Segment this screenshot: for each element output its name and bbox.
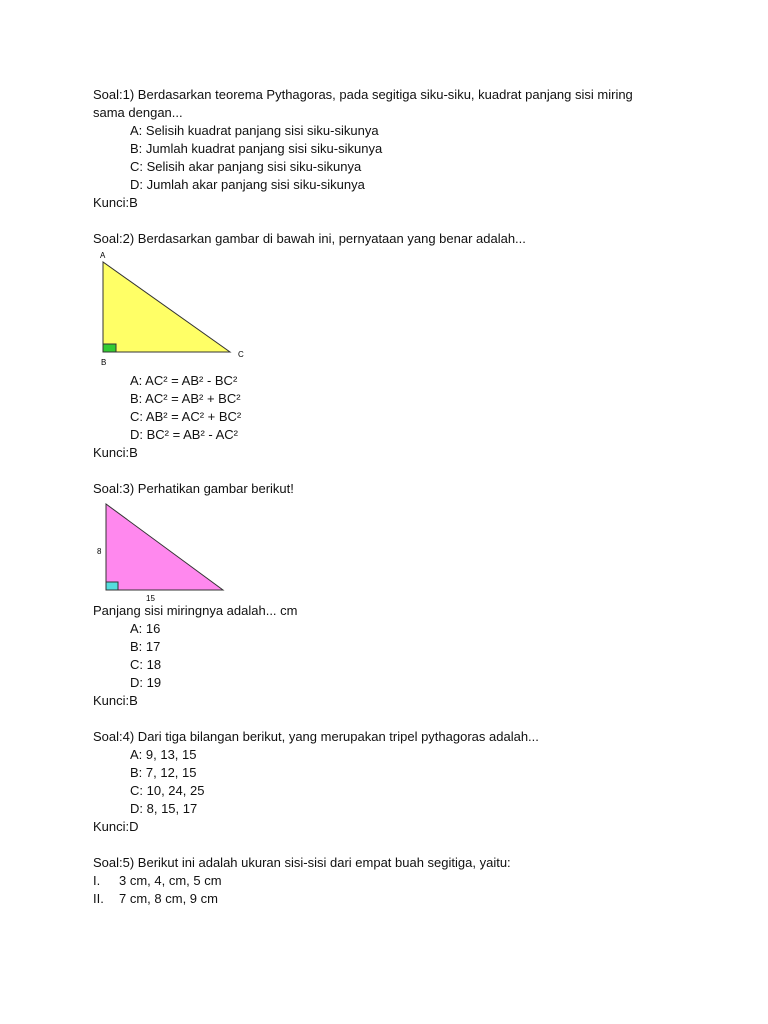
side-label-left: 8: [97, 547, 102, 556]
option-c: C: AB² = AC² + BC²: [130, 409, 242, 424]
triangle-shape: [103, 262, 230, 352]
side-label-bottom: 15: [146, 594, 155, 602]
option-d: D: BC² = AB² - AC²: [130, 427, 238, 442]
option-a: A: Selisih kuadrat panjang sisi siku-sikunya: [130, 123, 379, 138]
option-a: A: 9, 13, 15: [130, 747, 197, 762]
document-page: [93, 86, 713, 908]
option-d: D: 8, 15, 17: [130, 801, 198, 816]
option-b: B: Jumlah kuadrat panjang sisi siku-sikunya: [130, 141, 383, 156]
list-number: I.: [93, 873, 101, 888]
option-d: D: Jumlah akar panjang sisi siku-sikunya: [130, 177, 365, 192]
list-item: [93, 872, 713, 890]
question-stem: Soal:1) Berdasarkan teorema Pythagoras, pada segitiga siku-siku, kuadrat panjang sisi miring: [93, 87, 633, 102]
vertex-label-b: B: [101, 358, 107, 367]
list-text: 7 cm, 8 cm, 9 cm: [119, 891, 218, 906]
question-stem: Soal:4) Dari tiga bilangan berikut, yang merupakan tripel pythagoras adalah...: [93, 729, 539, 744]
vertex-label-c: C: [238, 350, 244, 359]
list-number: II.: [93, 891, 104, 906]
answer-key: Kunci:B: [93, 693, 138, 708]
option-a: A: AC² = AB² - BC²: [130, 373, 238, 388]
right-angle-marker: [103, 344, 116, 352]
question-stem: Soal:2) Berdasarkan gambar di bawah ini, pernyataan yang benar adalah...: [93, 231, 526, 246]
question-stem: Soal:3) Perhatikan gambar berikut!: [93, 481, 294, 496]
question-5: [93, 854, 713, 908]
option-c: C: 18: [130, 657, 162, 672]
option-d: D: 19: [130, 675, 162, 690]
question-2: [93, 230, 713, 462]
triangle-figure-abc: [93, 248, 713, 372]
triangle-figure-sides: [93, 498, 713, 602]
question-stem: sama dengan...: [93, 105, 183, 120]
answer-key: Kunci:D: [93, 819, 139, 834]
answer-key: Kunci:B: [93, 445, 138, 460]
list-text: 3 cm, 4, cm, 5 cm: [119, 873, 222, 888]
option-c: C: Selisih akar panjang sisi siku-sikunya: [130, 159, 362, 174]
question-1: [93, 86, 713, 212]
option-b: B: 7, 12, 15: [130, 765, 197, 780]
triangle-shape: [106, 504, 223, 590]
right-angle-marker: [106, 582, 118, 590]
question-stem: Soal:5) Berikut ini adalah ukuran sisi-sisi dari empat buah segitiga, yaitu:: [93, 855, 511, 870]
option-b: B: 17: [130, 639, 161, 654]
answer-key: Kunci:B: [93, 195, 138, 210]
option-b: B: AC² = AB² + BC²: [130, 391, 241, 406]
list-item: [93, 890, 713, 908]
option-a: A: 16: [130, 621, 161, 636]
question-4: [93, 728, 713, 836]
question-prompt: Panjang sisi miringnya adalah... cm: [93, 603, 298, 618]
option-c: C: 10, 24, 25: [130, 783, 205, 798]
question-3: [93, 480, 713, 710]
vertex-label-a: A: [100, 251, 106, 260]
